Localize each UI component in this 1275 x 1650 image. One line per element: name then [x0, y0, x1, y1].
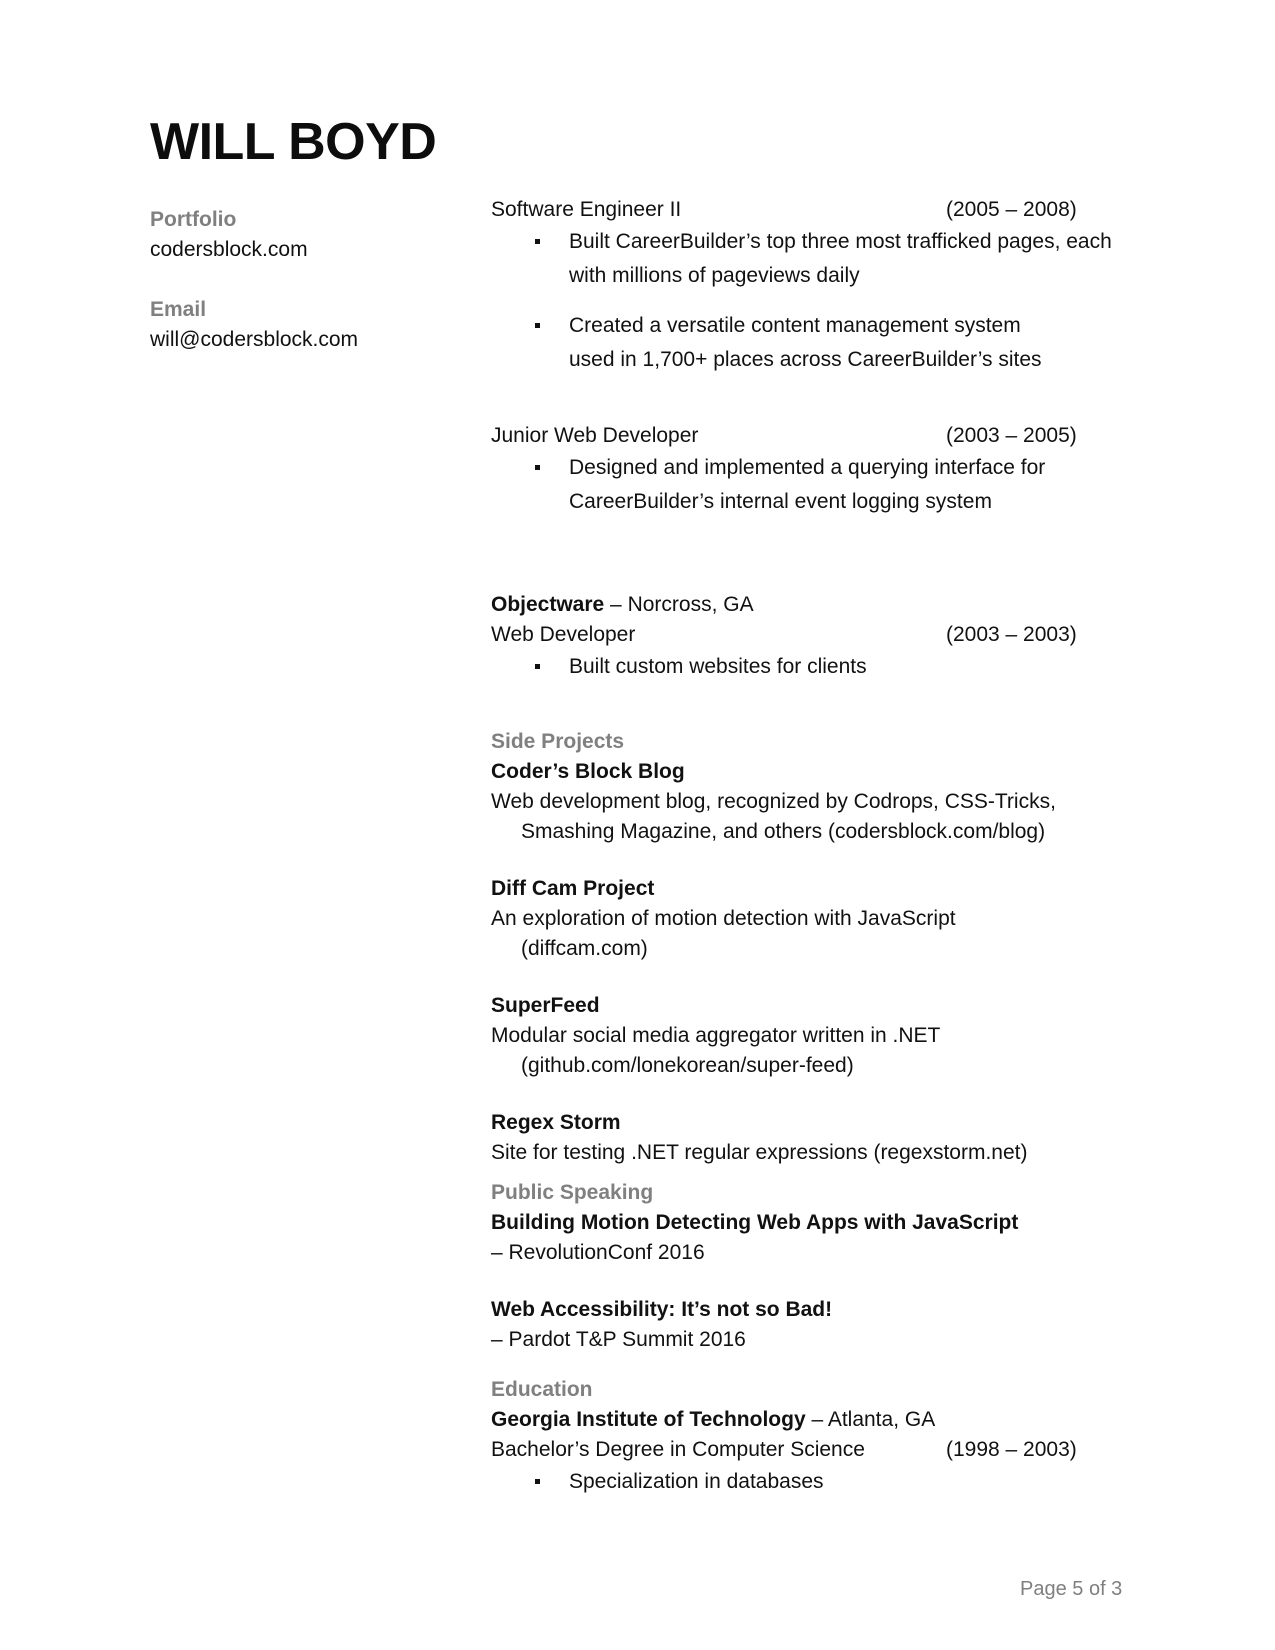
project-name: SuperFeed	[491, 994, 600, 1017]
project-name: Diff Cam Project	[491, 877, 655, 900]
talk-title: Web Accessibility: It’s not so Bad!	[491, 1298, 833, 1321]
job-title: Web Developer	[491, 623, 636, 646]
company-name: Objectware	[491, 593, 605, 616]
degree: Bachelor’s Degree in Computer Science	[491, 1438, 865, 1461]
bullet-icon	[535, 323, 540, 328]
public-speaking-section	[491, 1178, 1111, 1355]
page-number: Page 5 of 3	[1020, 1578, 1123, 1600]
job-bullet: Built custom websites for clients	[491, 650, 1111, 684]
job-entry	[491, 590, 1111, 684]
talk-event: – Pardot T&P Summit 2016	[491, 1328, 746, 1351]
section-heading: Public Speaking	[491, 1181, 654, 1204]
section-heading: Side Projects	[491, 730, 625, 753]
education-section	[491, 1375, 1111, 1499]
bullet-icon	[535, 1479, 540, 1484]
job-bullet: Created a versatile content management system used in 1,700+ places across CareerBuilder’s sites	[491, 309, 1069, 377]
portfolio-label: Portfolio	[150, 208, 237, 231]
project-description: (diffcam.com)	[521, 937, 648, 960]
project-item	[491, 757, 1111, 847]
bullet-icon	[535, 239, 540, 244]
project-description: (github.com/lonekorean/super-feed)	[521, 1054, 854, 1077]
section-heading: Education	[491, 1378, 593, 1401]
school-location: – Atlanta, GA	[805, 1408, 936, 1431]
education-bullet: Specialization in databases	[491, 1465, 1111, 1499]
school-name: Georgia Institute of Technology	[491, 1408, 806, 1431]
project-item	[491, 874, 1111, 964]
project-description: Smashing Magazine, and others (codersblock.com/blog)	[521, 820, 1046, 843]
talk-title: Building Motion Detecting Web Apps with JavaScript	[491, 1211, 1019, 1234]
job-bullet: Designed and implemented a querying interface for CareerBuilder’s internal event logging system	[491, 451, 1099, 519]
project-item	[491, 991, 1111, 1081]
job-dates: (2003 – 2003)	[946, 623, 1077, 646]
side-projects-section	[491, 727, 1111, 1168]
project-description: An exploration of motion detection with JavaScript	[491, 907, 956, 930]
bullet-icon	[535, 664, 540, 669]
job-dates: (2005 – 2008)	[946, 198, 1077, 221]
job-title: Software Engineer II	[491, 198, 682, 221]
project-name: Regex Storm	[491, 1111, 621, 1134]
contact-sidebar	[150, 205, 450, 385]
education-dates: (1998 – 2003)	[946, 1438, 1077, 1461]
job-entry	[491, 195, 1111, 377]
talk-item	[491, 1208, 1111, 1268]
job-entry	[491, 421, 1111, 519]
job-dates: (2003 – 2005)	[946, 424, 1077, 447]
project-description: Site for testing .NET regular expressions (regexstorm.net)	[491, 1141, 1028, 1164]
company-location: – Norcross, GA	[604, 593, 754, 616]
email-link[interactable]: will@codersblock.com	[150, 328, 359, 351]
job-title: Junior Web Developer	[491, 424, 699, 447]
portfolio-link[interactable]: codersblock.com	[150, 238, 308, 261]
project-item	[491, 1108, 1111, 1168]
job-bullet: Built CareerBuilder’s top three most trafficked pages, each with millions of pageviews daily	[491, 225, 1129, 293]
project-description: Modular social media aggregator written in .NET	[491, 1024, 941, 1047]
project-description: Web development blog, recognized by Codrops, CSS-Tricks,	[491, 790, 1056, 813]
bullet-icon	[535, 465, 540, 470]
talk-item	[491, 1295, 1111, 1355]
email-label: Email	[150, 298, 207, 321]
resume-name: WILL BOYD	[150, 113, 437, 171]
project-name: Coder’s Block Blog	[491, 760, 685, 783]
talk-event: – RevolutionConf 2016	[491, 1241, 705, 1264]
